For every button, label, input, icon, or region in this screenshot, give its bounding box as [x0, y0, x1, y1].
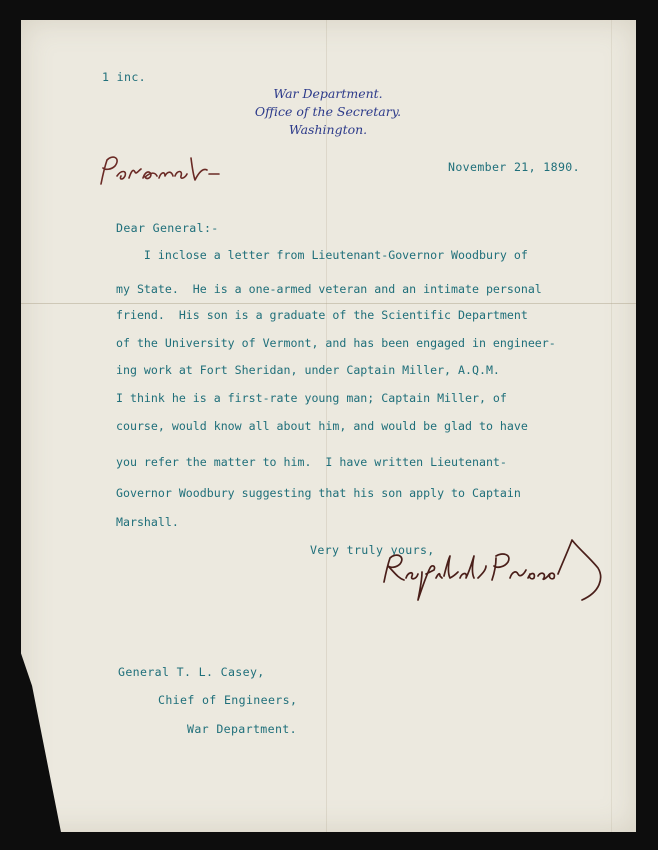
body-line-6: I think he is a first-rate young man; Captain Miller, of	[116, 391, 507, 405]
letter-date: November 21, 1890.	[448, 160, 580, 174]
body-line-4: of the University of Vermont, and has been engaged in engineer-	[116, 336, 556, 350]
letterhead-line-2: Office of the Secretary.	[254, 104, 402, 119]
body-line-5: ing work at Fort Sheridan, under Captain Miller, A.Q.M.	[116, 363, 500, 377]
letterhead-line-1: War Department.	[273, 86, 383, 101]
body-line-9: Governor Woodbury suggesting that his son apply to Captain	[116, 486, 521, 500]
signature-handwriting	[378, 538, 618, 608]
body-line-10: Marshall.	[116, 515, 179, 529]
fold-crease-vertical-right	[611, 20, 612, 832]
fold-crease-horizontal	[21, 303, 636, 304]
body-line-3: friend. His son is a graduate of the Scientific Department	[116, 308, 528, 322]
body-line-8: you refer the matter to him. I have written Lieutenant-	[116, 455, 507, 469]
addressee-line-2: Chief of Engineers,	[158, 693, 298, 707]
letterhead-line-3: Washington.	[288, 122, 368, 137]
salutation: Dear General:-	[116, 221, 219, 235]
addressee-line-3: War Department.	[187, 722, 297, 736]
body-line-7: course, would know all about him, and would be glad to have	[116, 419, 528, 433]
body-line-1: I inclose a letter from Lieutenant-Governor Woodbury of	[116, 248, 528, 262]
enclosure-note: 1 inc.	[102, 70, 146, 84]
closing: Very truly yours,	[310, 543, 435, 557]
personal-annotation-handwriting	[95, 150, 225, 195]
body-line-2: my State. He is a one-armed veteran and an intimate personal	[116, 282, 542, 296]
addressee-line-1: General T. L. Casey,	[118, 665, 265, 679]
